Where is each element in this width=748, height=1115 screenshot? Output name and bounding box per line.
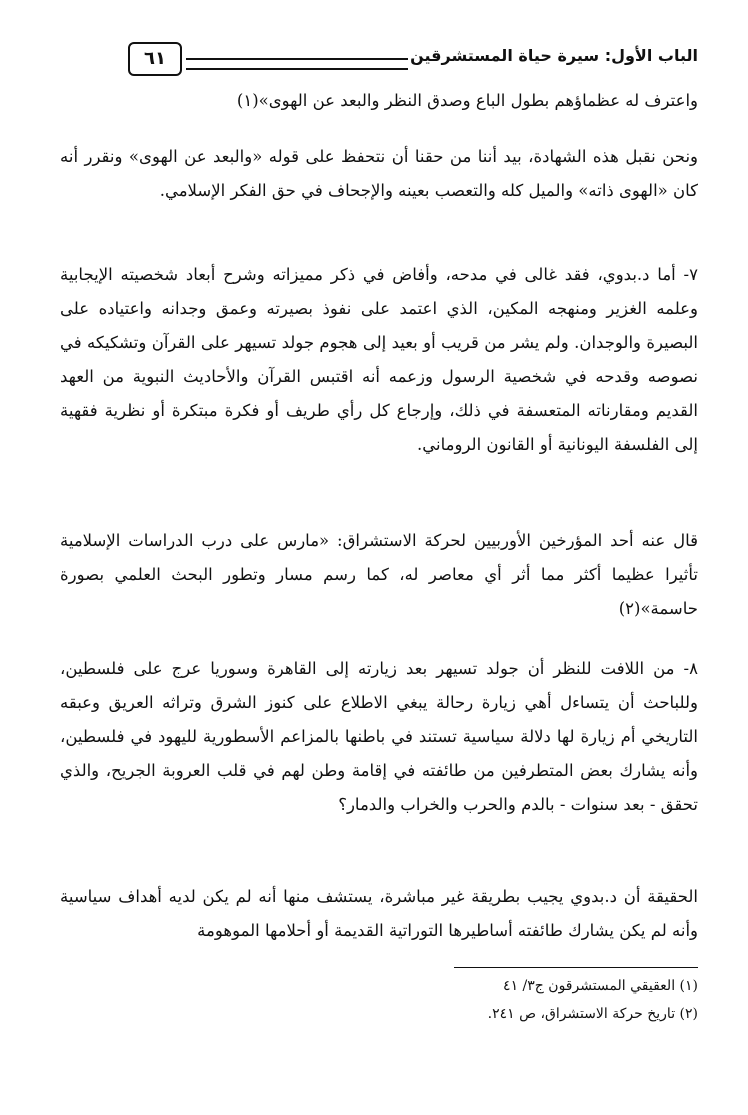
footnote-1: (١) العقيقي المستشرقون ج٣/ ٤١ [503,978,698,994]
page-number-box: ٦١ [128,42,182,76]
paragraph-item-7: ٧- أما د.بدوي، فقد غالى في مدحه، وأفاض في ذكر مميزاته وشرح أبعاد شخصيته الإيجابية وعلمه الغزير ومنهجه المكين، الذي اعتمد على نفوذ بصيرته وعمق وجدانه واعتياده على البصيرة والوجدان. ولم يشر من قريب أو بعيد إلى هجوم جولد تسيهر على القرآن وتشكيكه في نصوصه وقدحه في شخصية الرسول وزعمه أنه اقتبس القرآن والأحاديث النبوية من العهد القديم ومقارناته المتعسفة في ذلك، وإرجاع كل رأي طريف أو فكرة مبتكرة أو نظرية فقهية إلى الفلسفة اليونانية أو القانون الروماني. [60,265,698,454]
paragraph-reservation: ونحن نقبل هذه الشهادة، بيد أننا من حقنا أن نتحفظ على قوله «والبعد عن الهوى» ونقرر أنه كان «الهوى ذاته» والميل كله والتعصب بعينه والإجحاف في حق الفكر الإسلامي. [60,147,698,200]
page-header [128,42,698,80]
footnote-divider [454,967,698,968]
chapter-title: الباب الأول: سيرة حياة المستشرقين [410,46,698,65]
paragraph-truth: الحقيقة أن د.بدوي يجيب بطريقة غير مباشرة، يستشف منها أنه لم يكن لديه أهداف سياسية وأنه لم يكن يشارك طائفته أساطيرها التوراتية القديمة أو أحلامها الموهومة [60,887,698,940]
paragraph-historian-quote: قال عنه أحد المؤرخين الأوربيين لحركة الاستشراق: «مارس على درب الدراسات الإسلامية تأثيرا عظيما أكثر مما أثر أي معاصر له، كما رسم مسار وتطور البحث العلمي بصورة حاسمة»(٢) [60,531,698,618]
footnote-2: (٢) تاريخ حركة الاستشراق، ص ٢٤١. [487,1006,698,1022]
paragraph-item-8: ٨- من اللافت للنظر أن جولد تسيهر بعد زيارته إلى القاهرة وسوريا عرج على فلسطين، وللباحث أن يتساءل أهي زيارة رحالة يبغي الاطلاع على كنوز الشرق وتراثه العريق وعبقه التاريخي أم زيارة لها دلالة سياسية تستند في باطنها بالمزاعم الأسطورية لليهود في فلسطين، وأنه يشارك بعض المتطرفين من طائفته في إقامة وطن لهم في قلب العروبة الجريح، والذي تحقق - بعد سنوات - بالدم والحرب والخراب والدمار؟ [60,659,698,814]
paragraph-quote-end: واعترف له عظماؤهم بطول الباع وصدق النظر والبعد عن الهوى»(١) [236,91,698,110]
footnotes [300,972,698,1028]
header-rule [186,58,408,70]
